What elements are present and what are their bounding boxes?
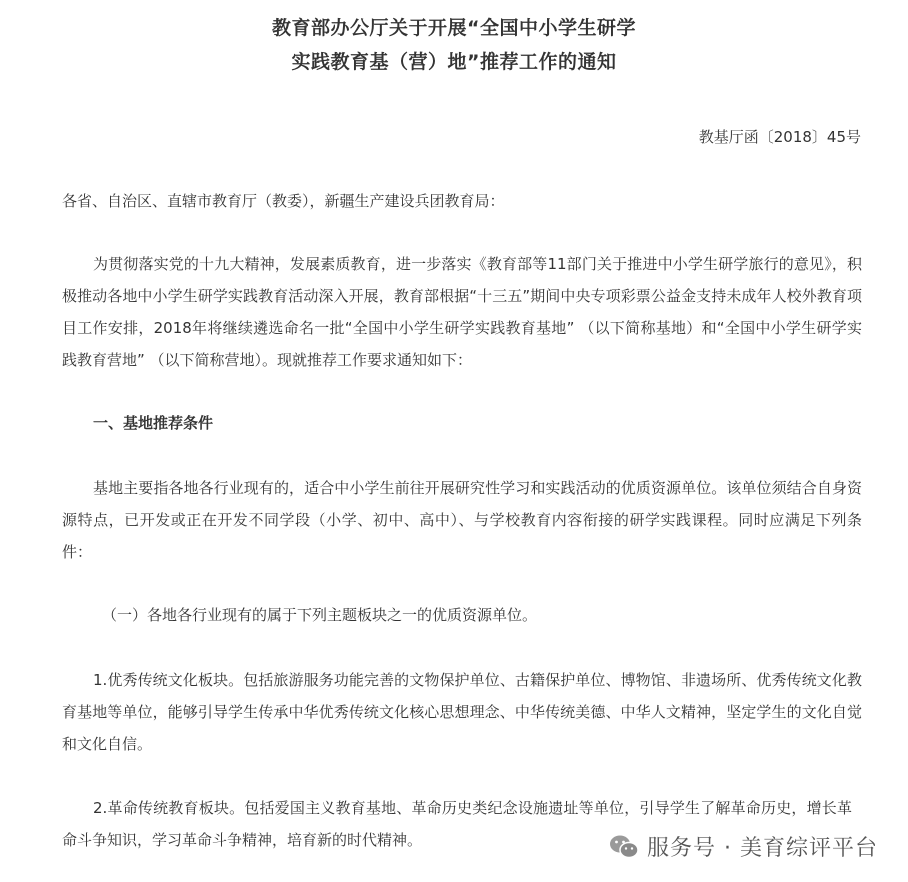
item-2-paragraph: 2.革命传统教育板块。包括爱国主义教育基地、革命历史类纪念设施遗址等单位，引导学生了解革命历史，增长革命斗争知识，学习革命斗争精神，培育新的时代精神。 <box>62 799 852 849</box>
watermark-text: 服务号 · 美育综评平台 <box>647 836 878 861</box>
item-1-paragraph: 1.优秀传统文化板块。包括旅游服务功能完善的文物保护单位、古籍保护单位、博物馆、非遗场所、优秀传统文化教育基地等单位，能够引导学生传承中华优秀传统文化核心思想理念、中华传统美德、中华人文精神，坚定学生的文化自觉和文化自信。 <box>62 671 862 753</box>
subsection-1: （一）各地各行业现有的属于下列主题板块之一的优质资源单位。 <box>102 606 538 624</box>
section-1-body: 基地主要指各地各行业现有的，适合中小学生前往开展研究性学习和实践活动的优质资源单位。该单位须结合自身资源特点，已开发或正在开发不同学段（小学、初中、高中）、与学校教育内容衔接的研学实践课程。同时应满足下列条件： <box>62 479 862 561</box>
document-number: 教基厅函〔2018〕45号 <box>698 128 861 146</box>
document-title-line-1: 教育部办公厅关于开展“全国中小学生研学 <box>272 17 636 39</box>
section-1-heading: 一、基地推荐条件 <box>93 414 214 432</box>
document-title-line-2: 实践教育基（营）地”推荐工作的通知 <box>291 51 617 73</box>
intro-paragraph: 为贯彻落实党的十九大精神，发展素质教育，进一步落实《教育部等11部门关于推进中小学生研学旅行的意见》，积极推动各地中小学生研学实践教育活动深入开展，教育部根据“十三五”期间中央专项彩票公益金支持未成年人校外教育项目工作安排，2018年将继续遴选命名一批“全国中小学生研学实践教育基地” （以下简称基地）和“全国中小学生研学实践教育营地” （以下简称营地）。现就推荐工作要求通知如下： <box>62 255 862 369</box>
wechat-icon <box>609 834 639 860</box>
source-watermark <box>609 831 878 862</box>
salutation: 各省、自治区、直辖市教育厅（教委），新疆生产建设兵团教育局： <box>62 192 505 210</box>
